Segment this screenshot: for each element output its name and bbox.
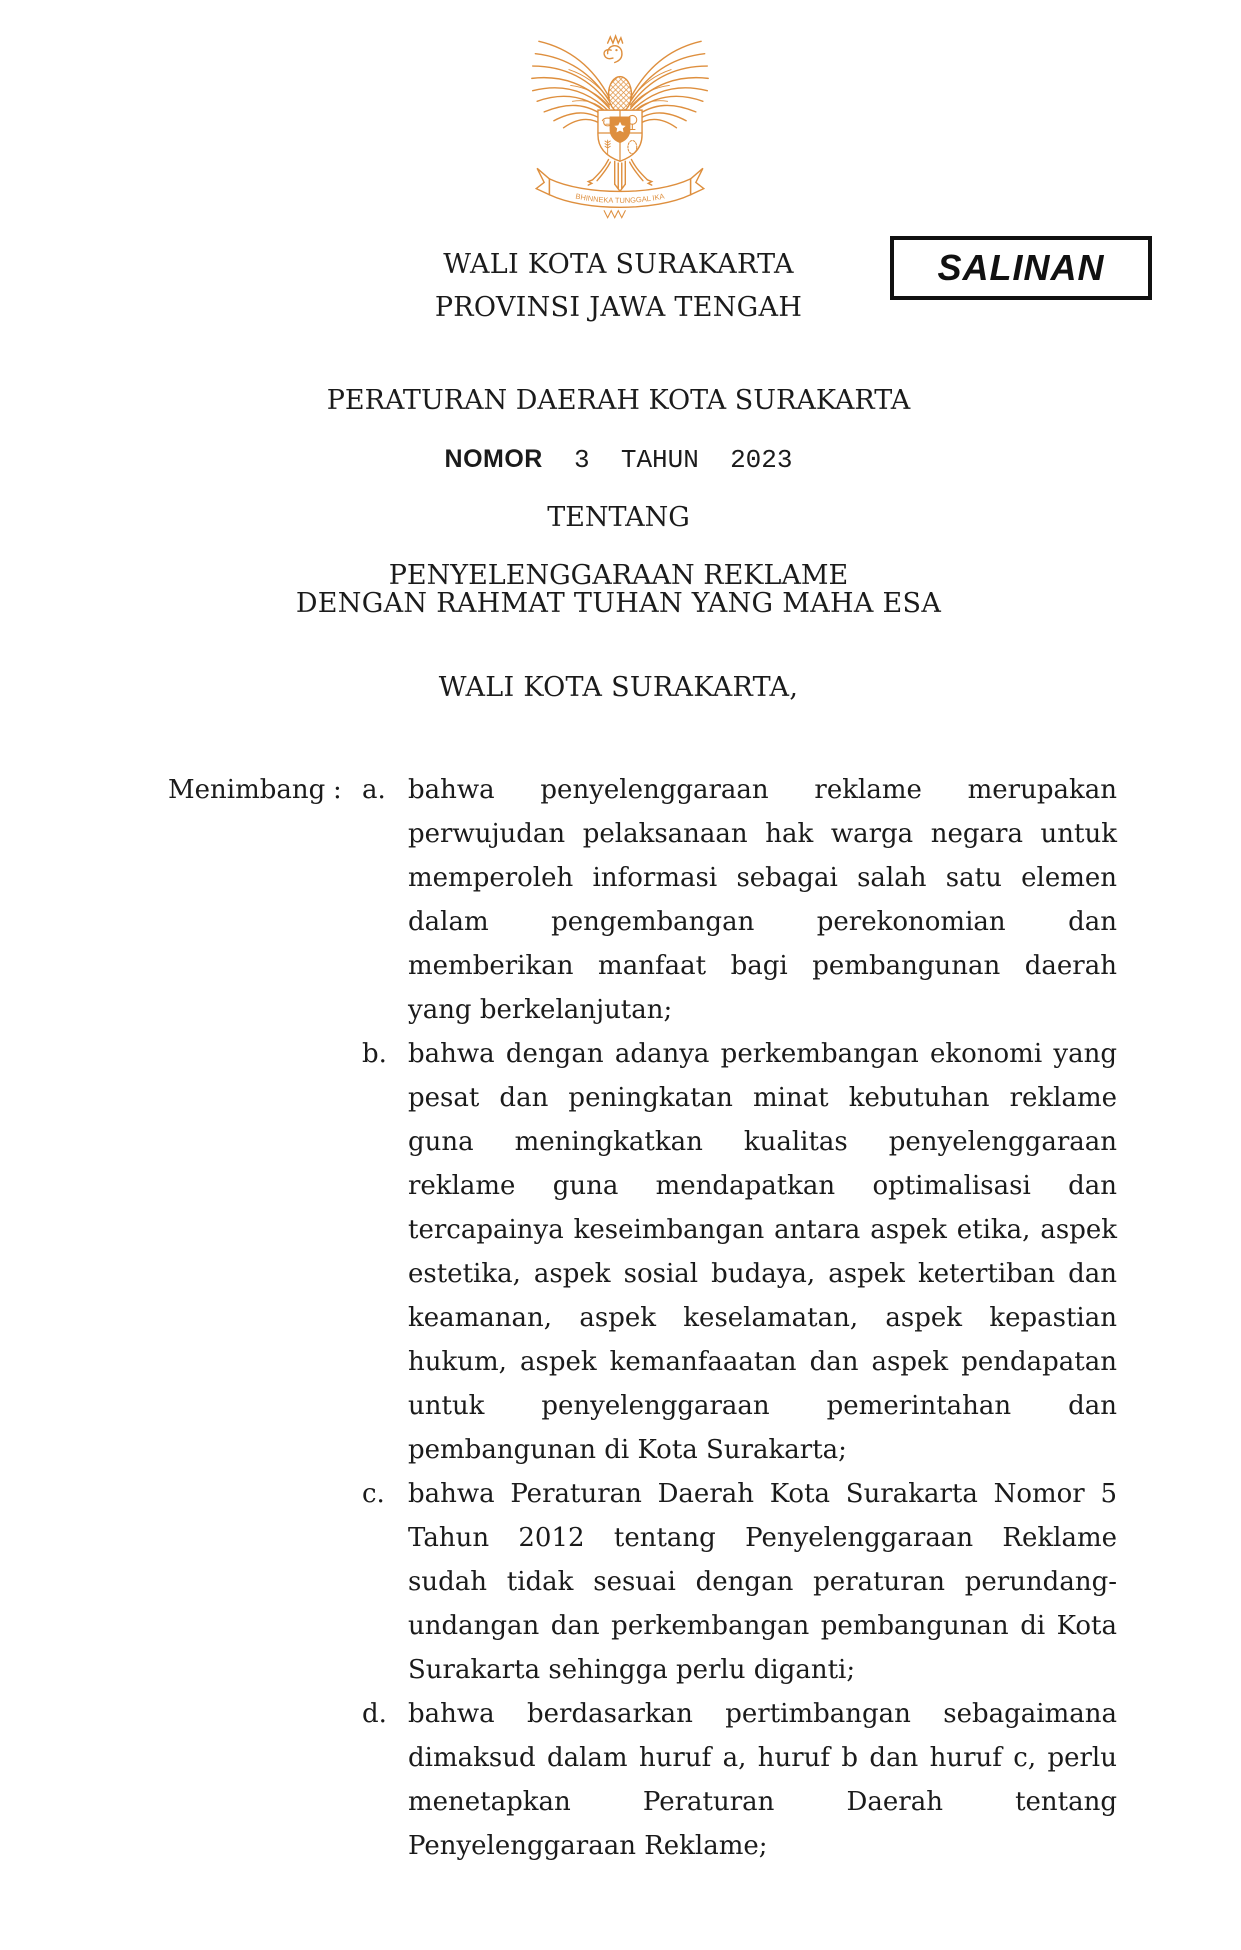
garuda-head-icon [604,36,623,62]
consideration-letter: c. [362,1479,385,1509]
considerations-section [168,768,1117,1868]
garuda-legs [588,160,651,186]
considerations-list [362,768,1117,1868]
salinan-stamp-text: SALINAN [937,247,1105,288]
consideration-item [362,768,1117,1032]
authority-line: WALI KOTA SURAKARTA, [438,672,799,703]
invocation-line: DENGAN RAHMAT TUHAN YANG MAHA ESA [295,588,942,619]
consideration-letter: a. [362,775,386,805]
consideration-text: bahwa penyelenggaraan reklame merupakan perwujudan pelaksanaan hak warga negara untuk memperoleh informasi sebagai salah satu elemen dalam pengembangan perekonomian dan memberikan manfaat bagi pembangunan daerah yang berkelanjutan; [408,775,1117,1025]
garuda-pancasila-emblem [523,24,717,228]
consideration-text: bahwa berdasarkan pertimbangan sebagaimana dimaksud dalam huruf a, huruf b dan huruf c, perlu menetapkan Peraturan Daerah tentang Penyelenggaraan Reklame; [408,1699,1117,1861]
nomor-value: 3 TAHUN 2023 [542,445,793,475]
consideration-text: bahwa Peraturan Daerah Kota Surakarta Nomor 5 Tahun 2012 tentang Penyelenggaraan Reklame sudah tidak sesuai dengan peraturan perundang-undangan dan perkembangan pembangunan di Kota Surakarta sehingga perlu diganti; [408,1479,1117,1685]
nomor-label: NOMOR [444,445,543,473]
consideration-item [362,1692,1117,1868]
garuda-tail [615,161,626,191]
consideration-text: bahwa dengan adanya perkembangan ekonomi yang pesat dan peningkatan minat kebutuhan reklame guna meningkatkan kualitas penyelenggaraan reklame guna mendapatkan optimalisasi dan tercapainya keseimbangan antara aspek etika, aspek estetika, aspek sosial budaya, aspek ketertiban dan keamanan, aspek keselamatan, aspek kepastian hukum, aspek kemanfaaatan dan aspek pendapatan untuk penyelenggaraan pemerintahan dan pembangunan di Kota Surakarta; [408,1039,1117,1465]
pancasila-shield-icon [598,110,642,161]
letterhead-line1: WALI KOTA SURAKARTA [443,249,794,280]
regulation-title-block [60,372,1177,605]
consideration-item [362,1472,1117,1692]
regulation-subject: PENYELENGGARAAN REKLAME [388,560,849,591]
emblem-motto-text: BHINNEKA TUNGGAL IKA [574,191,666,205]
considerations-label: Menimbang [168,775,326,805]
regulation-title-line1: PERATURAN DAERAH KOTA SURAKARTA [326,385,911,416]
considerations-separator: : [333,775,342,805]
consideration-letter: d. [362,1699,387,1729]
garuda-body [609,77,632,112]
tentang-label: TENTANG [547,502,690,533]
salinan-stamp-box [890,236,1152,300]
consideration-letter: b. [362,1039,387,1069]
consideration-item [362,1032,1117,1472]
regulation-number-line [60,430,1177,489]
letterhead-line2: PROVINSI JAWA TENGAH [434,292,803,323]
motto-ribbon-icon [536,168,704,217]
